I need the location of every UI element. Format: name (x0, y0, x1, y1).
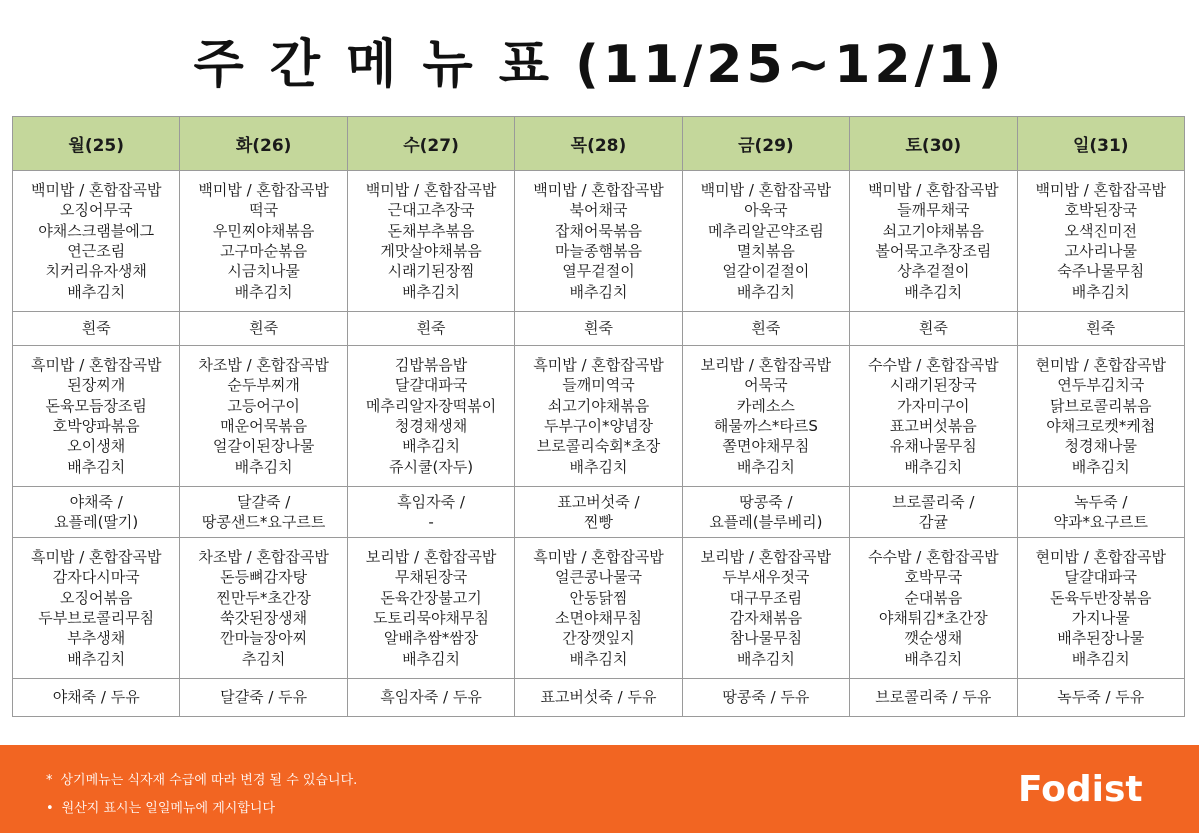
menu-item: 고사리나물 (1064, 242, 1137, 260)
menu-item: 유채나물무침 (889, 437, 977, 456)
menu-item: 멸치볶음 (736, 242, 795, 260)
menu-item: 흑미밥 / 혼합잡곡밥 (533, 356, 664, 375)
menu-item: 연두부김치국 (1057, 376, 1145, 395)
menu-cell (515, 487, 682, 538)
menu-item: 추김치 (241, 649, 286, 668)
menu-cell (515, 312, 682, 346)
menu-item: 두부브로콜리무침 (38, 609, 155, 627)
menu-item: 얼갈이겉절이 (722, 262, 810, 281)
menu-item: 깻순생채 (904, 629, 963, 648)
menu-cell (180, 312, 347, 346)
brand-logo (1018, 765, 1148, 815)
menu-item: 백미밥 / 혼합잡곡밥 (30, 181, 162, 200)
menu-item: 배추김치 (234, 457, 293, 476)
day-header: 목(28) (515, 117, 682, 171)
menu-body (13, 171, 1185, 717)
menu-item: 배추김치 (67, 649, 126, 668)
menu-item: 배추김치 (904, 457, 963, 476)
note-text: 상기메뉴는 식자재 수급에 따라 변경 될 수 있습니다. (60, 773, 358, 788)
menu-item: 들깨미역국 (562, 376, 635, 395)
menu-item: 고구마순볶음 (220, 242, 308, 260)
menu-item: 배추김치 (67, 457, 126, 476)
menu-item: 땅콩죽 / (739, 492, 793, 511)
menu-item: 아욱국 (744, 201, 788, 220)
menu-cell (180, 171, 347, 312)
menu-item: 김밥볶음밥 (394, 356, 468, 375)
menu-item: 돈육두반장볶음 (1050, 588, 1152, 607)
menu-item: 백미밥 / 혼합잡곡밥 (365, 181, 497, 200)
menu-item: 표고버섯볶음 (889, 417, 977, 435)
menu-item: 흑임자죽 / (397, 492, 465, 511)
menu-cell (850, 487, 1017, 538)
menu-item: 감자채볶음 (729, 609, 803, 627)
menu-item: 쇠고기야채볶음 (882, 221, 985, 240)
meal-row (13, 346, 1185, 487)
day-header: 화(26) (180, 117, 347, 171)
menu-item: 브로콜리죽 / 두유 (875, 688, 992, 707)
menu-cell (13, 679, 180, 717)
menu-item: 떡국 (249, 201, 279, 220)
menu-item: 야채튀김*초간장 (878, 609, 988, 627)
menu-item: - (428, 513, 434, 531)
menu-item: 백미밥 / 혼합잡곡밥 (198, 181, 329, 200)
menu-item: 흑임자죽 / 두유 (380, 688, 482, 707)
menu-item: 깐마늘장아찌 (220, 629, 308, 648)
menu-item: 얼큰콩나물국 (555, 568, 642, 587)
menu-cell (1017, 346, 1184, 487)
note-bullet: • (46, 801, 54, 816)
menu-cell (180, 346, 347, 487)
menu-item: 흰죽 (416, 319, 446, 338)
menu-item: 백미밥 / 혼합잡곡밥 (700, 181, 832, 200)
menu-item: 배추김치 (402, 282, 461, 301)
menu-item: 배추김치 (67, 282, 126, 301)
menu-item: 야채스크램블에그 (38, 221, 155, 240)
menu-item: 요플레(딸기) (54, 513, 139, 531)
menu-item: 배추김치 (736, 649, 795, 668)
menu-item: 감자다시마국 (52, 568, 140, 587)
menu-cell (850, 538, 1017, 679)
menu-cell (347, 171, 514, 312)
menu-item: 표고버섯죽 / (557, 492, 640, 511)
menu-item: 백미밥 / 혼합잡곡밥 (533, 181, 664, 200)
menu-cell (180, 538, 347, 679)
menu-item: 찐빵 (583, 513, 613, 531)
menu-cell (682, 679, 849, 717)
menu-cell (515, 346, 682, 487)
menu-item: 흑미밥 / 혼합잡곡밥 (30, 356, 162, 375)
menu-item: 차조밥 / 혼합잡곡밥 (198, 356, 329, 375)
menu-item: 우민찌야채볶음 (212, 221, 315, 240)
menu-item: 청경채생채 (394, 417, 468, 435)
menu-item: 돈육간장불고기 (380, 588, 482, 607)
menu-item: 흰죽 (249, 319, 279, 338)
menu-item: 간장깻잎지 (562, 629, 635, 648)
menu-item: 배추김치 (402, 649, 461, 668)
menu-cell (13, 171, 180, 312)
menu-cell (1017, 171, 1184, 312)
menu-item: 약과*요구르트 (1053, 513, 1148, 531)
menu-item: 북어채국 (569, 201, 628, 220)
day-header: 토(30) (850, 117, 1017, 171)
menu-item: 땅콩샌드*요구르트 (201, 513, 326, 531)
menu-item: 순대볶음 (904, 588, 963, 607)
menu-item: 마늘종햄볶음 (555, 242, 642, 260)
menu-item: 백미밥 / 혼합잡곡밥 (1035, 181, 1167, 200)
meal-row (13, 538, 1185, 679)
menu-item: 배추김치 (402, 437, 461, 456)
footer-note (46, 795, 357, 823)
menu-cell (1017, 312, 1184, 346)
menu-item: 시래기된장국 (889, 376, 977, 395)
menu-cell (682, 346, 849, 487)
menu-cell (682, 538, 849, 679)
footer-notes (46, 767, 357, 823)
footer-note (46, 767, 357, 795)
menu-cell (347, 346, 514, 487)
menu-item: 쇠고기야채볶음 (547, 396, 650, 415)
note-text: 원산지 표시는 일일메뉴에 게시합니다 (61, 801, 275, 816)
menu-item: 호박된장국 (1064, 201, 1137, 220)
menu-item: 숙주나물무침 (1057, 262, 1145, 281)
menu-item: 흰죽 (81, 319, 111, 338)
menu-item: 돈육모듬장조림 (45, 396, 147, 415)
menu-item: 오색진미전 (1064, 221, 1137, 240)
menu-item: 흰죽 (918, 319, 948, 338)
menu-item: 흰죽 (583, 319, 613, 338)
menu-item: 브로콜리숙회*초장 (536, 437, 661, 456)
menu-item: 오이생채 (67, 437, 126, 456)
menu-item: 배추김치 (234, 282, 293, 301)
menu-item: 오징어볶음 (59, 588, 133, 607)
menu-item: 흰죽 (1086, 319, 1116, 338)
menu-cell (347, 538, 514, 679)
menu-item: 현미밥 / 혼합잡곡밥 (1035, 548, 1167, 567)
menu-item: 가자미구이 (897, 396, 970, 415)
menu-item: 게맛살야채볶음 (380, 242, 482, 260)
menu-item: 차조밥 / 혼합잡곡밥 (198, 548, 329, 567)
menu-item: 호박양파볶음 (52, 417, 140, 435)
menu-item: 상추겉절이 (897, 262, 970, 281)
menu-cell (180, 487, 347, 538)
menu-item: 연근조림 (67, 242, 126, 260)
menu-item: 오징어무국 (59, 201, 133, 220)
menu-item: 백미밥 / 혼합잡곡밥 (868, 181, 999, 200)
menu-cell (682, 171, 849, 312)
menu-item: 호박무국 (904, 568, 963, 587)
menu-item: 근대고추장국 (387, 201, 475, 220)
menu-item: 배추김치 (736, 282, 795, 301)
menu-item: 얼갈이된장나물 (212, 437, 315, 456)
menu-item: 열무겉절이 (562, 262, 635, 281)
menu-item: 배추김치 (736, 457, 795, 476)
menu-cell (682, 487, 849, 538)
snack-row (13, 487, 1185, 538)
menu-cell (1017, 538, 1184, 679)
menu-item: 돈등뼈감자탕 (220, 568, 308, 587)
menu-cell (1017, 679, 1184, 717)
day-header: 금(29) (682, 117, 849, 171)
menu-item: 알배추쌈*쌈장 (383, 629, 479, 648)
menu-item: 요플레(블루베리) (709, 513, 823, 531)
menu-cell (13, 346, 180, 487)
last-row (13, 679, 1185, 717)
menu-item: 카레소스 (736, 396, 795, 415)
jook-row (13, 312, 1185, 346)
menu-cell (1017, 487, 1184, 538)
day-header: 수(27) (347, 117, 514, 171)
footer-bar (0, 745, 1199, 833)
menu-cell (180, 679, 347, 717)
note-bullet: * (46, 773, 53, 788)
menu-item: 부추생채 (67, 629, 126, 648)
menu-item: 야채크로켓*케첩 (1046, 417, 1156, 435)
menu-item: 배추김치 (1071, 457, 1130, 476)
menu-item: 배추김치 (1071, 649, 1130, 668)
menu-item: 배추김치 (904, 649, 963, 668)
menu-cell (682, 312, 849, 346)
menu-item: 달걀죽 / 두유 (220, 688, 308, 707)
weekly-menu-table (12, 116, 1185, 717)
menu-item: 배추김치 (569, 282, 628, 301)
menu-item: 시금치나물 (227, 262, 300, 281)
menu-item: 해물까스*타르S (713, 417, 818, 435)
menu-item: 쑥갓된장생채 (220, 609, 308, 627)
menu-item: 소면야채무침 (555, 609, 642, 627)
menu-cell (850, 679, 1017, 717)
menu-cell (850, 312, 1017, 346)
menu-item: 잡채어묵볶음 (555, 221, 642, 240)
menu-cell (515, 679, 682, 717)
menu-cell (347, 487, 514, 538)
menu-item: 달걀대파국 (394, 376, 468, 395)
menu-item: 치커리유자생채 (45, 262, 147, 281)
menu-item: 땅콩죽 / 두유 (722, 688, 810, 707)
menu-item: 어묵국 (744, 376, 788, 395)
menu-item: 고등어구이 (227, 396, 300, 415)
menu-cell (850, 171, 1017, 312)
menu-item: 브로콜리죽 / (892, 492, 975, 511)
menu-item: 배추김치 (569, 649, 628, 668)
menu-cell (515, 171, 682, 312)
menu-item: 배추김치 (569, 457, 628, 476)
menu-item: 달걀죽 / (236, 492, 291, 511)
menu-item: 메추리알자장떡볶이 (365, 396, 497, 415)
menu-item: 두부구이*양념장 (544, 417, 653, 435)
menu-item: 시래기된장찜 (387, 262, 475, 281)
menu-cell (850, 346, 1017, 487)
menu-item: 표고버섯죽 / 두유 (540, 688, 657, 707)
menu-item: 녹두죽 / 두유 (1057, 688, 1145, 707)
menu-item: 닭브로콜리볶음 (1050, 396, 1152, 415)
menu-item: 된장찌개 (67, 376, 126, 395)
menu-item: 배추김치 (1071, 282, 1130, 301)
menu-cell (347, 679, 514, 717)
menu-item: 배추김치 (904, 282, 963, 301)
page-title: 주 간 메 뉴 표 (11/25~12/1) (193, 35, 1006, 95)
menu-cell (13, 312, 180, 346)
menu-item: 현미밥 / 혼합잡곡밥 (1035, 356, 1167, 375)
day-header: 월(25) (13, 117, 180, 171)
menu-item: 보리밥 / 혼합잡곡밥 (700, 356, 832, 375)
menu-item: 매운어묵볶음 (220, 417, 308, 435)
menu-item: 안동닭찜 (569, 588, 628, 607)
menu-cell (515, 538, 682, 679)
menu-item: 찐만두*초간장 (216, 588, 311, 607)
menu-item: 흑미밥 / 혼합잡곡밥 (533, 548, 664, 567)
day-header-row (13, 117, 1185, 171)
menu-item: 배추된장나물 (1057, 629, 1145, 648)
day-header: 일(31) (1017, 117, 1184, 171)
menu-item: 보리밥 / 혼합잡곡밥 (700, 548, 832, 567)
menu-item: 무채된장국 (394, 568, 468, 587)
menu-item: 쥬시쿨(자두) (388, 457, 474, 476)
menu-item: 참나물무침 (729, 629, 803, 648)
menu-item: 가지나물 (1071, 609, 1130, 627)
menu-cell (347, 312, 514, 346)
menu-item: 대구무조림 (729, 588, 803, 607)
menu-item: 쫄면야채무침 (722, 437, 810, 456)
menu-item: 녹두죽 / (1074, 492, 1128, 511)
menu-item: 볼어묵고추장조림 (875, 242, 992, 260)
menu-item: 메추리알곤약조림 (707, 221, 824, 240)
menu-item: 수수밥 / 혼합잡곡밥 (868, 548, 999, 567)
menu-item: 돈채부추볶음 (387, 221, 475, 240)
menu-cell (13, 487, 180, 538)
menu-item: 순두부찌개 (227, 376, 300, 395)
menu-item: 수수밥 / 혼합잡곡밥 (868, 356, 999, 375)
menu-cell (13, 538, 180, 679)
menu-item: 흰죽 (751, 319, 781, 338)
menu-item: 감귤 (918, 513, 948, 531)
menu-item: 두부새우젓국 (722, 568, 810, 587)
menu-item: 도토리묵야채무침 (373, 609, 490, 627)
menu-item: 달걀대파국 (1064, 568, 1137, 587)
menu-item: 들깨무채국 (897, 201, 970, 220)
meal-row (13, 171, 1185, 312)
menu-item: 야채죽 / 두유 (52, 688, 140, 707)
menu-item: 흑미밥 / 혼합잡곡밥 (30, 548, 162, 567)
menu-item: 야채죽 / (69, 492, 123, 511)
menu-item: 청경채나물 (1064, 437, 1137, 456)
menu-item: 보리밥 / 혼합잡곡밥 (365, 548, 497, 567)
brand-logo-text: Fodist (1018, 769, 1143, 810)
